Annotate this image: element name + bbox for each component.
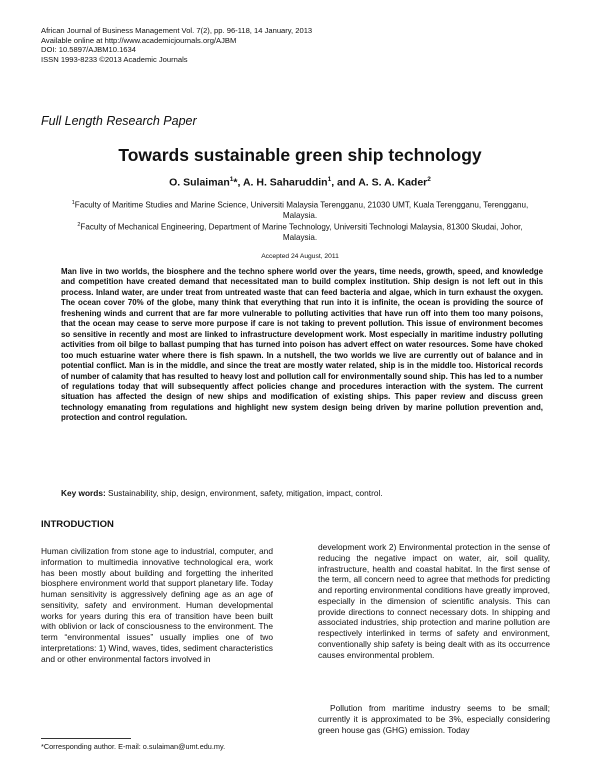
author-affiliation-mark: 1 <box>327 176 332 183</box>
paper-type-label: Full Length Research Paper <box>41 114 197 128</box>
author-name: A. H. Saharuddin <box>242 176 328 189</box>
author-name: A. S. A. Kader <box>358 176 428 189</box>
author-affiliation-mark: 1 <box>229 176 234 183</box>
body-paragraph-right-1: development work 2) Environmental protection in the sense of reducing the negative impact on water, air, soil quality, infrastructure, health and coastal habitat. In the first sense of the term, all concern need to agree that methods for predicting and reporting environmental conditions have greatly improved, especially in the dimension of scientific analysis. This can provide directions to connect necessary dots. In shipping and associated industries, ship protection and marine pollution are respectively interlinked in terms of safety and environment, conventionally ship safety is being dealt with as its occurrence causes environmental problem. <box>318 542 550 660</box>
issn-line: ISSN 1993-8233 ©2013 Academic Journals <box>41 54 188 64</box>
affiliation-1 <box>60 198 540 222</box>
affiliation-mark: 1 <box>71 200 75 206</box>
abstract: Man live in two worlds, the biosphere and the techno sphere world over the years, time needs, growth, speed, and knowledge and competition have created demand that necessitated man to build complex institution. Ship design is not left out in this process. Inland water, are under treat from untreated waste that can feed bacteria and algae, which in turn exhaust the oxygen. The ocean cover 70% of the globe, many think that everything that run into it is infinite, the ocean is providing the source of freshening winds and current that are far more vulnerable to polluting activities that have run off into them too many poisons, that the ocean may cease to serve more purpose if care is not taking to prevent pollution. This issue of environment becomes so sensitive in recently and most are linked to infrastructure development work. Most especially in maritime industry polluting activities from oil bilge to ballast pumping that has turned into poison has advert effect on water resources. Some have choked too much estuarine water where there is fish spawn. In a nutshell, the two worlds we live are currently out of balance and in potential conflict. Man is in the middle, and since the treat are mostly water related, ship is in the middle too. Historical records of number of calamity that has resulted to heavy lost and pollution call for environmentally sound ship. This has led to a number of regulations today that will subsequently affect policies change and procedures interaction with the system. The current situation has affected the design of new ships and modification of existing ships. This paper review and discuss green technology emanating from regulations and highlight new system design being driven by marine pollution prevention and, protection and control regulation. <box>61 267 543 423</box>
affiliation-text: Faculty of Mechanical Engineering, Department of Marine Technology, Universiti Technologi Malaysia, 81300 Skudai, Johor, Malaysia. <box>80 222 523 243</box>
keywords-text: Sustainability, ship, design, environment, safety, mitigation, impact, control. <box>108 488 383 498</box>
keywords <box>61 488 543 498</box>
affiliation-text: Faculty of Maritime Studies and Marine Science, Universiti Malaysia Terengganu, 21030 UMT, Kuala Terengganu, Terengganu, Malaysia. <box>74 200 529 221</box>
corresponding-author-footnote: *Corresponding author. E-mail: o.sulaiman@umt.edu.my. <box>41 742 226 751</box>
corresponding-mark: * <box>233 176 238 189</box>
affiliation-2 <box>60 220 540 244</box>
body-paragraph-right-2: Pollution from maritime industry seems to be small; currently it is approximated to be 3%, especially considering green house gas (GHG) emission. Today <box>318 703 550 735</box>
section-heading-introduction: INTRODUCTION <box>41 519 114 530</box>
journal-citation: African Journal of Business Management Vol. 7(2), pp. 96-118, 14 January, 2013 <box>41 26 313 35</box>
footnote-divider <box>41 738 131 739</box>
author-separator: , and <box>331 176 359 189</box>
availability-line: Available online at http://www.academicjournals.org/AJBM <box>41 35 237 45</box>
author-affiliation-mark: 2 <box>427 176 431 183</box>
body-paragraph-left: Human civilization from stone age to industrial, computer, and information to multimedia innovative technological era, work has been mostly about building and forgetting the inherited biosphere environment world that support planetary life. Today human sensitivity is aggressively defining age as an age of sensitivity, safety and environment. Human developmental works for years during this era of transition have been built with oblivion or lack of consciousness to the environment. The term “environmental issues” usually implies one of two interpretations: 1) Wind, waves, tides, sediment characteristics and or other environmental factors involved in <box>41 546 273 664</box>
doi-line: DOI: 10.5897/AJBM10.1634 <box>41 45 136 55</box>
author-name: O. Sulaiman <box>169 176 230 189</box>
keywords-label: Key words: <box>61 488 106 498</box>
author-list <box>0 176 600 189</box>
accepted-date: Accepted 24 August, 2011 <box>261 253 339 260</box>
journal-header <box>41 26 312 64</box>
author-separator: , <box>237 176 243 189</box>
affiliation-mark: 2 <box>77 222 81 228</box>
paper-title: Towards sustainable green ship technology <box>118 145 482 165</box>
